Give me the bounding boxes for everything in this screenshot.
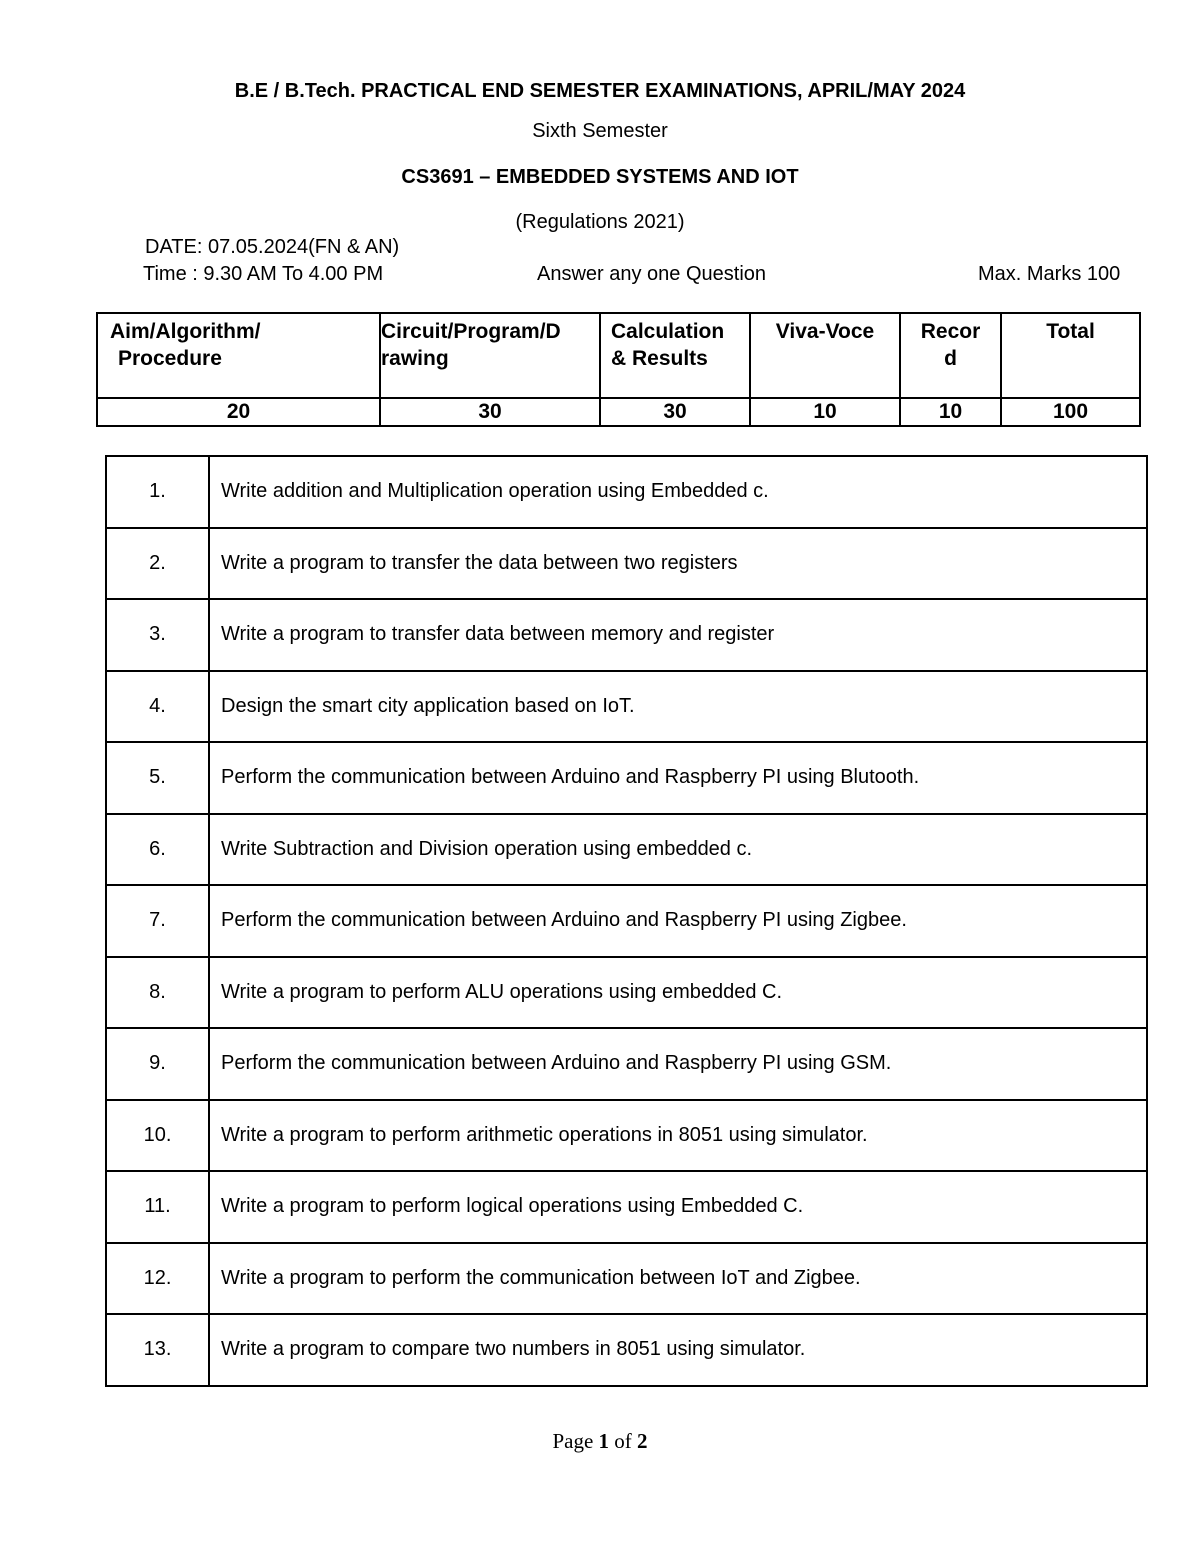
question-text: Design the smart city application based on IoT. [209,671,1147,743]
scheme-header-text: Total [1046,320,1095,343]
question-row [106,456,1147,528]
scheme-value: 30 [600,398,750,426]
question-row [106,599,1147,671]
scheme-header-text: Viva-Voce [775,320,875,343]
question-row [106,1100,1147,1172]
scheme-values-row [97,398,1140,426]
scheme-header-text: Recor [920,320,981,343]
question-row [106,528,1147,600]
scheme-value: 20 [97,398,380,426]
question-row [106,1243,1147,1315]
question-row [106,1314,1147,1386]
question-number: 9. [106,1028,209,1100]
course-title: CS3691 – EMBEDDED SYSTEMS AND IOT [401,166,799,188]
question-number: 1. [106,456,209,528]
instruction: Answer any one Question [537,263,767,285]
of-word: of [614,1429,632,1453]
question-text: Perform the communication between Arduino and Raspberry PI using Zigbee. [209,885,1147,957]
question-number: 10. [106,1100,209,1172]
question-number: 7. [106,885,209,957]
question-text: Write a program to transfer data between memory and register [209,599,1147,671]
current-page: 1 [598,1429,610,1453]
question-text: Write addition and Multiplication operation using Embedded c. [209,456,1147,528]
regulations: (Regulations 2021) [515,211,685,233]
question-row [106,814,1147,886]
max-marks: Max. Marks 100 [978,263,1121,285]
scheme-header-cell [900,313,1001,398]
scheme-header-cell [1001,313,1140,398]
question-number: 6. [106,814,209,886]
question-number: 13. [106,1314,209,1386]
question-row [106,1028,1147,1100]
question-row [106,1171,1147,1243]
question-number: 4. [106,671,209,743]
scheme-value: 30 [380,398,600,426]
page-word: Page [552,1429,594,1453]
question-text: Write a program to perform arithmetic operations in 8051 using simulator. [209,1100,1147,1172]
question-text: Write a program to perform the communication between IoT and Zigbee. [209,1243,1147,1315]
question-number: 12. [106,1243,209,1315]
question-number: 3. [106,599,209,671]
scheme-header-text: Calculation [611,320,725,343]
question-number: 11. [106,1171,209,1243]
scheme-value: 10 [900,398,1001,426]
question-text: Perform the communication between Arduino and Raspberry PI using Blutooth. [209,742,1147,814]
question-text: Write a program to perform logical operations using Embedded C. [209,1171,1147,1243]
question-row [106,957,1147,1029]
scheme-header-text: rawing [381,347,449,370]
scheme-header-cell [600,313,750,398]
scheme-value: 10 [750,398,900,426]
marks-scheme-table [96,312,1141,427]
scheme-header-cell [97,313,380,398]
semester: Sixth Semester [532,120,668,142]
question-text: Write a program to compare two numbers in 8051 using simulator. [209,1314,1147,1386]
page-footer [0,1429,1200,1454]
scheme-header-text: & Results [611,347,708,370]
scheme-header-text: d [944,347,957,370]
exam-time: Time : 9.30 AM To 4.00 PM [143,263,384,285]
question-row [106,671,1147,743]
exam-title: B.E / B.Tech. PRACTICAL END SEMESTER EXAMINATIONS, APRIL/MAY 2024 [234,80,966,102]
question-number: 8. [106,957,209,1029]
question-text: Write a program to perform ALU operations using embedded C. [209,957,1147,1029]
questions-table [105,455,1148,1387]
question-text: Write a program to transfer the data between two registers [209,528,1147,600]
scheme-header-cell [380,313,600,398]
question-number: 2. [106,528,209,600]
exam-date: DATE: 07.05.2024(FN & AN) [145,236,400,258]
scheme-header-cell [750,313,900,398]
question-text: Write Subtraction and Division operation using embedded c. [209,814,1147,886]
total-pages: 2 [637,1429,648,1453]
scheme-value: 100 [1001,398,1140,426]
question-row [106,885,1147,957]
question-number: 5. [106,742,209,814]
scheme-header-text: Aim/Algorithm/ [110,320,261,343]
question-row [106,742,1147,814]
question-text: Perform the communication between Arduino and Raspberry PI using GSM. [209,1028,1147,1100]
scheme-header-row [97,313,1140,398]
scheme-header-text: Circuit/Program/D [381,320,561,343]
scheme-header-text: Procedure [118,347,222,370]
